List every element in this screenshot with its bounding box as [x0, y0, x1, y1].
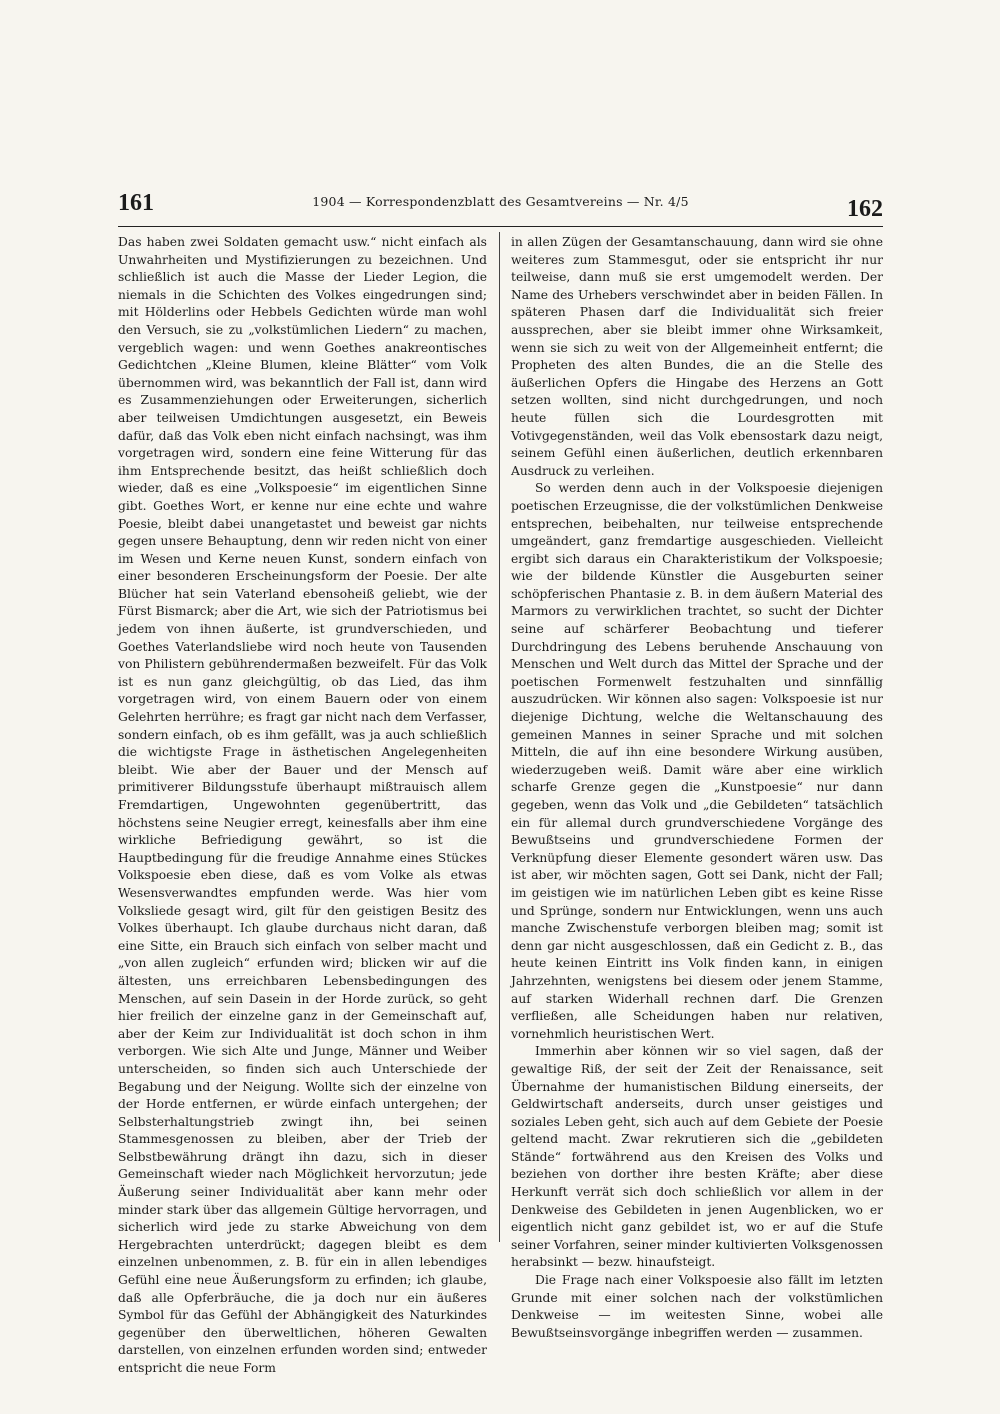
paragraph: Die Frage nach einer Volkspoesie also fällt im letzten Grunde mit einer solchen nach der volkstümlichen Denkweise — im weitesten Sinne, wobei alle Bewußtseinsvorgänge inbegriffen werden — zusammen.	[511, 1273, 883, 1340]
left-column	[118, 234, 487, 1375]
header-rule	[118, 226, 883, 227]
paragraph: Immerhin aber können wir so viel sagen, daß der gewaltige Riß, der seit der Zeit der Renaissance, seit Übernahme der humanistischen Bildung einerseits, der Geldwirtschaft anderseits, durch unser geistiges und soziales Leben geht, sich auch auf dem Gebiete der Poesie geltend macht. Zwar rekrutieren sich die „gebildeten Stände“ fortwährend aus den Kreisen des Volks und beziehen von dorther ihre besten Kräfte; aber diese Herkunft verrät sich doch schließlich vor allem in der Denkweise des Gebildeten in jenen Augenblicken, wo er eigentlich nicht ganz gebildet ist, wo er auf die Stufe seiner Vorfahren, seiner minder kultivierten Volksgenossen herabsinkt — bezw. hinaufsteigt.	[511, 1044, 883, 1270]
page-number-right: 162	[847, 196, 883, 222]
paragraph: in allen Zügen der Gesamtanschauung, dann wird sie ohne weiteres zum Stammesgut, oder sie entspricht ihr nur teilweise, dann muß sie erst umgemodelt werden. Der Name des Urhebers verschwindet aber in beiden Fällen. In späteren Phasen darf die Individualität sich freier aussprechen, aber sie bleibt immer ohne Wirksamkeit, wenn sie sich zu weit von der Allgemeinheit entfernt; die Propheten des alten Bundes, die an die Stelle des äußerlichen Opfers die Hingabe des Herzens an Gott setzen wollten, sind nicht durchgedrungen, und noch heute füllen sich die Lourdesgrotten mit Votivgegenständen, weil das Volk ebensostark dazu neigt, seinem Gefühl einen äußerlichen, deutlich erkennbaren Ausdruck zu verleihen.	[511, 235, 883, 478]
right-column	[511, 234, 883, 1340]
running-head: 1904 — Korrespondenzblatt des Gesamtvereins — Nr. 4/5	[312, 194, 689, 209]
page-header	[118, 190, 883, 222]
paragraph: So werden denn auch in der Volkspoesie diejenigen poetischen Erzeugnisse, die der volkstümlichen Denkweise entsprechen, beibehalten, nur teilweise entsprechende umgeändert, ganz fremdartige ausgeschieden. Vielleicht ergibt sich daraus ein Charakteristikum der Volkspoesie; wie der bildende Künstler die Ausgeburten seiner schöpferischen Phantasie z. B. in dem äußern Material des Marmors zu verwirklichen trachtet, so sucht der Dichter seine auf schärferer Beobachtung und tieferer Durchdringung des Lebens beruhende Anschauung von Menschen und Welt durch das Mittel der Sprache und der poetischen Formenwelt festzuhalten und sinnfällig auszudrücken. Wir können also sagen: Volkspoesie ist nur diejenige Dichtung, welche die Weltanschauung des gemeinen Mannes in seiner Sprache und mit solchen Mitteln, die auf ihn eine besondere Wirkung ausüben, wiederzugeben weiß. Damit wäre aber eine wirklich scharfe Grenze gegen die „Kunstpoesie“ nur dann gegeben, wenn das Volk und „die Gebildeten“ tatsächlich ein für allemal durch grundverschiedene Vorgänge des Bewußtseins und grundverschiedene Formen der Verknüpfung dieser Elemente gesondert wären usw. Das ist aber, wir möchten sagen, Gott sei Dank, nicht der Fall; im geistigen wie im natürlichen Leben gibt es keine Risse und Sprünge, sondern nur Entwicklungen, wenn uns auch manche Zwischenstufe verborgen bleiben mag; somit ist denn gar nicht ausgeschlossen, daß ein Gedicht z. B., das heute keinen Eintritt ins Volk finden kann, in einigen Jahrzehnten, wenigstens bei diesem oder jenem Stamme, auf starken Widerhall rechnen darf. Die Grenzen verfließen, alle Scheidungen haben nur relativen, vornehmlich heuristischen Wert.	[511, 481, 883, 1041]
paragraph: Das haben zwei Soldaten gemacht usw.“ nicht einfach als Unwahrheiten und Mystifizierungen zu bezeichnen. Und schließlich ist auch die Masse der Lieder Legion, die niemals in die Schichten des Volkes eingedrungen sind; mit Hölderlins oder Hebbels Gedichten würde man wohl den Versuch, sie zu „volkstümlichen Liedern“ zu machen, vergeblich wagen: und wenn Goethes anakreontisches Gedichtchen „Kleine Blumen, kleine Blätter“ vom Volk übernommen wird, was bekanntlich der Fall ist, dann wird es Zusammenziehungen oder Erweiterungen, sicherlich aber teilweisen Umdichtungen ausgesetzt, ein Beweis dafür, daß das Volk eben nicht einfach nachsingt, was ihm vorgetragen wird, sondern eine feine Witterung für das ihm Entsprechende besitzt, das heißt schließlich doch wieder, daß es eine „Volkspoesie“ im eigentlichen Sinne gibt. Goethes Wort, er kenne nur eine echte und wahre Poesie, bleibt dabei unangetastet und beweist gar nichts gegen unsere Behauptung, denn wir reden nicht von einer im Wesen und Kerne neuen Kunst, sondern einfach von einer besonderen Erscheinungsform der Poesie. Der alte Blücher hat sein Vaterland ebensoheiß geliebt, wie der Fürst Bismarck; aber die Art, wie sich der Patriotismus bei jedem von ihnen äußerte, ist grundverschieden, und Goethes Vaterlandsliebe wird noch heute von Tausenden von Philistern gebührendermaßen bezweifelt. Für das Volk ist es nun ganz gleichgültig, ob das Lied, das ihm vorgetragen wird, von einem Bauern oder von einem Gelehrten herrühre; es fragt gar nicht nach dem Verfasser, sondern einfach, ob es ihm gefällt, was ja auch schließlich die wichtigste Frage in ästhetischen Angelegenheiten bleibt. Wie aber der Bauer und der Mensch auf primitiverer Bildungsstufe überhaupt mißtrauisch allem Fremdartigen, Ungewohnten gegenübertritt, das höchstens seine Neugier erregt, keinesfalls aber ihm eine wirkliche Befriedigung gewährt, so ist die Hauptbedingung für die freudige Annahme eines Stückes Volkspoesie eben diese, daß es vom Volke als etwas Wesensverwandtes empfunden werde. Was hier vom Volksliede gesagt wird, gilt für den geistigen Besitz des Volkes überhaupt. Ich glaube durchaus nicht daran, daß eine Sitte, ein Brauch sich einfach von selber macht und „von allen zugleich“ erfunden wird; blicken wir auf die ältesten, uns erreichbaren Lebensbedingungen des Menschen, auf sein Dasein in der Horde zurück, so geht hier freilich der einzelne ganz in der Gemeinschaft auf, aber der Keim zur Individualität ist doch schon in ihm verborgen. Wie sich Alte und Junge, Männer und Weiber unterscheiden, so finden sich auch Unterschiede der Begabung und der Neigung. Wollte sich der einzelne von der Horde entfernen, er würde einfach untergehen; der Selbsterhaltungstrieb zwingt ihn, bei seinen Stammesgenossen zu bleiben, aber der Trieb der Selbstbewährung drängt ihn dazu, sich in dieser Gemeinschaft wieder nach Möglichkeit hervorzutun; jede Äußerung seiner Individualität aber kann mehr oder minder stark über das allgemein Gültige hervorragen, und sicherlich wird jede zu starke Abweichung von dem Hergebrachten unterdrückt; dagegen bleibt es dem einzelnen unbenommen, z. B. für ein in allen lebendiges Gefühl eine neue Äußerungsform zu erfinden; ich glaube, daß alle Opferbräuche, die ja doch nur ein äußeres Symbol für das Gefühl der Abhängigkeit des Naturkindes gegenüber den überweltlichen, höheren Gewalten darstellen, von einzelnen erfunden worden sind; entweder entspricht die neue Form	[118, 235, 487, 1375]
column-divider	[499, 232, 500, 1242]
page-number-left: 161	[118, 190, 154, 216]
